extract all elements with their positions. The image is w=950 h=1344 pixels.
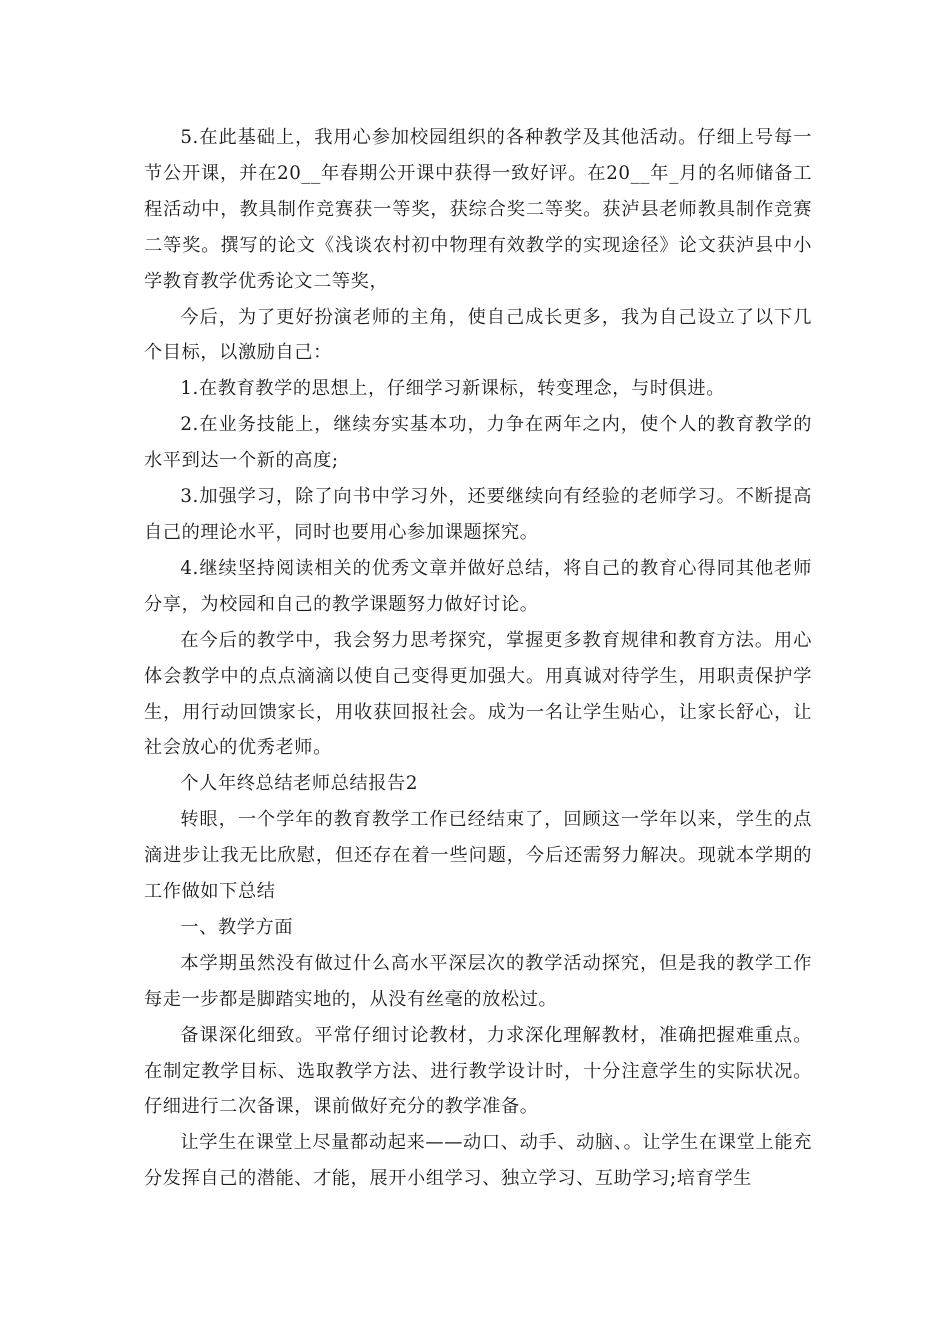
paragraph-activities-awards: 5.在此基础上，我用心参加校园组织的各种教学及其他活动。仔细上号每一节公开课，并在20__年春期公开课中获得一致好评。在20__年_月的名师储备工程活动中，教具制作竞赛获一等奖，获综合奖二等奖。获泸县老师教具制作竞赛二等奖。撰写的论文《浅谈农村初中物理有效教学的实现途径》论文获泸县中小学教育教学优秀论文二等奖， (144, 127, 812, 292)
paragraph-goal-4: 4.继续坚持阅读相关的优秀文章并做好总结，将自己的教育心得同其他老师分享，为校园和自己的教学课题努力做好讨论。 (144, 557, 812, 615)
paragraph-future-intro: 今后，为了更好扮演老师的主角，使自己成长更多，我为自己设立了以下几个目标，以激励自己： (144, 306, 812, 364)
section-title-report-2: 个人年终总结老师总结报告2 (180, 773, 419, 795)
paragraph-year-review: 转眼，一个学年的教育教学工作已经结束了，回顾这一学年以来，学生的点滴进步让我无比欣慰，但还存在着一些问题，今后还需努力解决。现就本学期的工作做如下总结 (144, 809, 812, 903)
paragraph-goal-3: 3.加强学习，除了向书中学习外，还要继续向有经验的老师学习。不断提高自己的理论水平，同时也要用心参加课题探究。 (144, 486, 812, 543)
paragraph-lesson-prep: 备课深化细致。平常仔细讨论教材，力求深化理解教材，准确把握难重点。在制定教学目标、选取教学方法、进行教学设计时，十分注意学生的实际状况。仔细进行二次备课，课前做好充分的教学准备。 (144, 1024, 812, 1118)
heading-teaching-aspect: 一、教学方面 (180, 916, 294, 938)
paragraph-classroom-activity: 让学生在课堂上尽量都动起来——动口、动手、动脑、。让学生在课堂上能充分发挥自己的潜能、才能，展开小组学习、独立学习、互助学习;培育学生 (144, 1132, 812, 1190)
paragraph-teaching-practice: 本学期虽然没有做过什么高水平深层次的教学活动探究，但是我的教学工作每走一步都是脚踏实地的，从没有丝毫的放松过。 (144, 952, 812, 1010)
paragraph-future-teaching: 在今后的教学中，我会努力思考探究，掌握更多教育规律和教育方法。用心体会教学中的点点滴滴以使自己变得更加强大。用真诚对待学生，用职责保护学生，用行动回馈家长，用收获回报社会。成为一名让学生贴心，让家长舒心，让社会放心的优秀老师。 (144, 629, 812, 759)
paragraph-goal-1: 1.在教育教学的思想上，仔细学习新课标，转变理念，与时俱进。 (180, 378, 725, 400)
paragraph-goal-2: 2.在业务技能上，继续夯实基本功，力争在两年之内，使个人的教育教学的水平到达一个新的高度; (144, 414, 812, 472)
document-body (144, 120, 812, 1197)
